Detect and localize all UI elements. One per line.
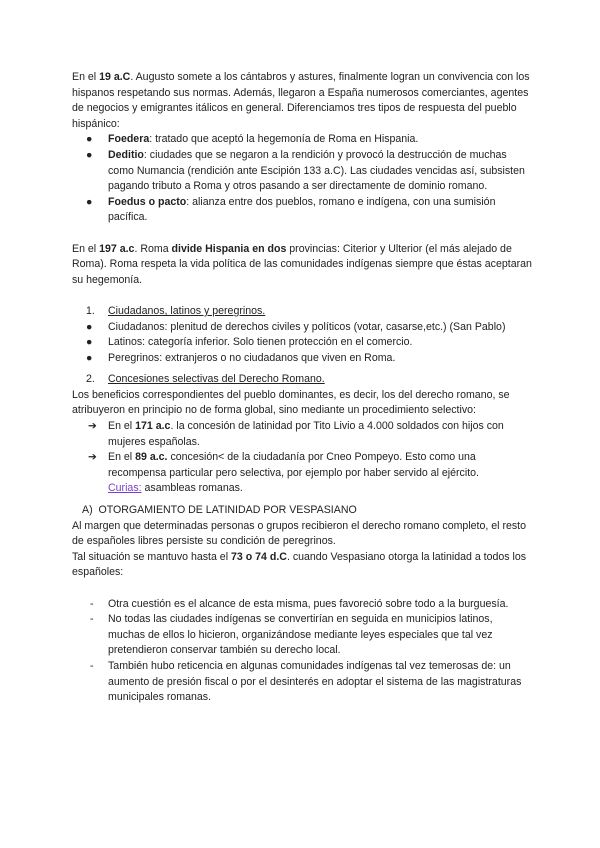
dash-marker: - xyxy=(90,659,94,672)
arrow-item xyxy=(72,419,532,450)
term-description: : ciudades que se negaron a la rendición y provocó la destrucción de muchas como Numancia (rendición ante Escipión 133 a.C). Las ciudades vencidas así, subsisten pagando tributo a Roma y otros pasando a ser directamente de dominio romano. xyxy=(108,148,525,193)
sectionA-text: Tal situación se mantuvo hasta el xyxy=(72,550,231,563)
sectionA-text-rest: . cuando Vespasiano otorga la latinidad a todos los españoles: xyxy=(72,550,527,579)
dash-marker: - xyxy=(90,613,94,626)
arrow-text: En el xyxy=(108,451,136,464)
dash-item-text: Otra cuestión es el alcance de esta misma, pues favoreció sobre todo a la burguesía. xyxy=(108,597,509,610)
section-title: Concesiones selectivas del Derecho Romano. xyxy=(108,373,325,386)
intro-text-rest: . Augusto somete a los cántabros y astures, finalmente logran un convivencia con los hispanos respetando sus normas. Además, llegaron a España numerosos comerciantes, agentes de negocios y emigrantes itálicos en general. Diferenciamos tres tipos de respuesta del pueblo hispánico: xyxy=(72,71,530,130)
dash-item-text: También hubo reticencia en algunas comunidades indígenas tal vez temerosas de: un aumento de presión fiscal o por el desinterés en adoptar el sistema de las magistraturas municipales romanas. xyxy=(108,659,522,704)
sectionA-paragraph: Al margen que determinadas personas o grupos recibieron el derecho romano completo, el resto de españoles libres persiste su condición de peregrinos. xyxy=(72,519,527,548)
arrow-date: 171 a.c xyxy=(135,420,171,433)
arrow-text-rest: . la concesión de latinidad por Tito Livio a 4.000 soldados con hijos con mujeres españolas. xyxy=(108,420,504,448)
dash-list-item xyxy=(72,659,532,706)
arrow-text: En el xyxy=(108,420,136,433)
dash-list-item xyxy=(72,597,532,613)
sectionA-date: 73 o 74 d.C xyxy=(231,550,287,563)
bullet-icon: ● xyxy=(86,320,93,333)
section-heading-1 xyxy=(72,304,532,320)
curias-link[interactable]: Curias: xyxy=(108,482,142,495)
bullet-icon: ● xyxy=(86,351,93,364)
division-text: En el xyxy=(72,242,100,255)
term: Foedus o pacto xyxy=(108,195,187,208)
term-description: : tratado que aceptó la hegemonía de Roma en Hispania. xyxy=(149,133,419,146)
bullet-icon: ● xyxy=(86,336,93,349)
term: Deditio xyxy=(108,148,144,161)
list-item xyxy=(72,335,532,351)
section-heading-2 xyxy=(72,372,532,388)
division-highlight: divide Hispania en dos xyxy=(171,242,287,255)
list-item xyxy=(72,132,532,148)
section-title: Ciudadanos, latinos y peregrinos. xyxy=(108,304,266,317)
division-text-rest: provincias: Citerior y Ulterior (el más alejado de Roma). Roma respeta la vida política de las comunidades indígenas siempre que éstas aceptaran su hegemonía. xyxy=(72,242,532,286)
list-item xyxy=(72,351,532,367)
term: Foedera xyxy=(108,133,150,146)
section-label: A) xyxy=(82,504,93,517)
arrow-right-icon: ➔ xyxy=(88,420,97,433)
sectionA-paragraph-2 xyxy=(72,550,532,581)
section-number: 1. xyxy=(86,304,95,317)
dash-list-item xyxy=(72,612,532,659)
division-date: 197 a.c xyxy=(99,242,135,255)
section-number: 2. xyxy=(86,373,95,386)
document-page xyxy=(72,70,532,706)
curias-text: asambleas romanas. xyxy=(141,482,243,495)
list-item xyxy=(72,195,532,226)
division-text: . Roma xyxy=(134,242,172,255)
intro-text: En el xyxy=(72,71,100,83)
list-item xyxy=(72,148,532,195)
arrow-right-icon: ➔ xyxy=(88,451,97,464)
list-item-text: Latinos: categoría inferior. Solo tienen protección en el comercio. xyxy=(108,336,413,349)
bullet-icon: ● xyxy=(86,148,93,161)
section-heading-a xyxy=(72,503,532,519)
dash-marker: - xyxy=(90,597,94,610)
intro-date: 19 a.C xyxy=(99,71,131,83)
dash-item-text: No todas las ciudades indígenas se convertirían en seguida en municipios latinos, muchas de ellos lo hicieron, organizándose mediante leyes especiales que tal vez pretendieron conservar también su derecho local. xyxy=(108,613,493,657)
term-description: : alianza entre dos pueblos, romano e indígena, con una sumisión pacífica. xyxy=(108,195,496,224)
bullet-icon: ● xyxy=(86,133,93,146)
division-paragraph xyxy=(72,242,532,289)
bullet-icon: ● xyxy=(86,195,93,208)
list-item-text: Peregrinos: extranjeros o no ciudadanos que viven en Roma. xyxy=(108,351,396,364)
section-title: OTORGAMIENTO DE LATINIDAD POR VESPASIANO xyxy=(98,504,357,517)
section2-intro: Los beneficios correspondientes del pueblo dominantes, es decir, los del derecho romano, se atribuyeron en principio no de forma global, sino mediante un procedimiento selectivo: xyxy=(72,388,510,417)
intro-paragraph xyxy=(72,70,532,132)
arrow-item xyxy=(72,450,532,497)
arrow-date: 89 a.c. xyxy=(135,451,168,464)
arrow-text-rest: concesión< de la ciudadanía por Cneo Pompeyo. Esto como una recompensa particular pero selectiva, por ejemplo por haber servido al ejército. xyxy=(108,451,479,479)
list-item-text: Ciudadanos: plenitud de derechos civiles y políticos (votar, casarse,etc.) (San Pablo) xyxy=(108,320,506,333)
list-item xyxy=(72,320,532,336)
